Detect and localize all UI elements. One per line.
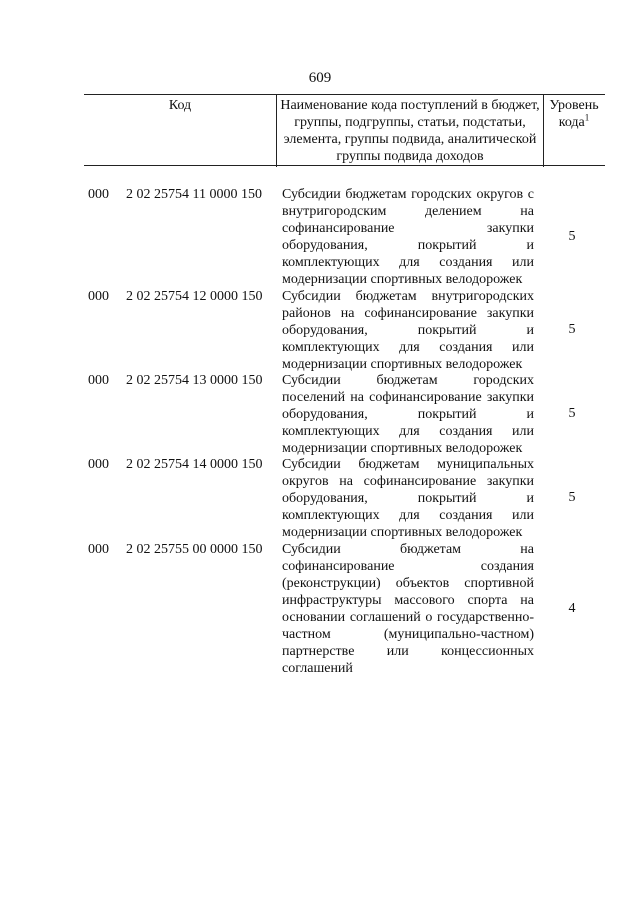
page-number: 609 [308,70,332,86]
table-row [0,372,640,456]
table-header [84,94,605,166]
row-level: 5 [568,406,576,421]
row-name: Субсидии бюджетам на софинансирование создания (реконструкции) объектов спортивной инфраструктуры массового спорта на основании соглашений о государственно-частном (муниципально-частном) партнерстве или концессионных соглашений [282,542,534,676]
table-body [0,186,640,681]
header-level-label: Уровень кода [549,98,599,130]
row-name: Субсидии бюджетам городских округов с внутригородским делением на софинансирование закупки оборудования, покрытий и комплектующих для создания или модернизации спортивных велодорожек [282,187,534,287]
row-code: 2 02 25754 12 0000 150 [126,289,263,304]
row-prefix: 000 [88,373,109,388]
header-name: Наименование кода поступлений в бюджет, группы, подгруппы, статьи, подстатьи, элемента, группы подвида, аналитической группы подвида доходов [276,95,544,167]
header-level [543,95,605,167]
row-level: 4 [568,601,576,616]
row-level: 5 [568,490,576,505]
row-prefix: 000 [88,289,109,304]
row-level: 5 [568,322,576,337]
table-row [0,456,640,541]
table-row [0,186,640,288]
row-name: Субсидии бюджетам городских поселений на софинансирование закупки оборудования, покрытий и комплектующих для создания или модернизации спортивных велодорожек [282,373,534,456]
row-name: Субсидии бюджетам муниципальных округов на софинансирование закупки оборудования, покрытий и комплектующих для создания или модернизации спортивных велодорожек [282,457,534,540]
table-row [0,541,640,681]
row-code: 2 02 25754 13 0000 150 [126,373,263,388]
row-prefix: 000 [88,542,109,557]
header-level-footnote: 1 [584,112,590,123]
row-prefix: 000 [88,187,109,202]
row-level: 5 [568,229,576,244]
row-prefix: 000 [88,457,109,472]
table-row [0,288,640,372]
header-code: Код [168,98,192,113]
row-code: 2 02 25754 14 0000 150 [126,457,263,472]
row-code: 2 02 25754 11 0000 150 [126,187,262,202]
row-code: 2 02 25755 00 0000 150 [126,542,263,557]
row-name: Субсидии бюджетам внутригородских районов на софинансирование закупки оборудования, покрытий и комплектующих для создания или модернизации спортивных велодорожек [282,289,534,372]
